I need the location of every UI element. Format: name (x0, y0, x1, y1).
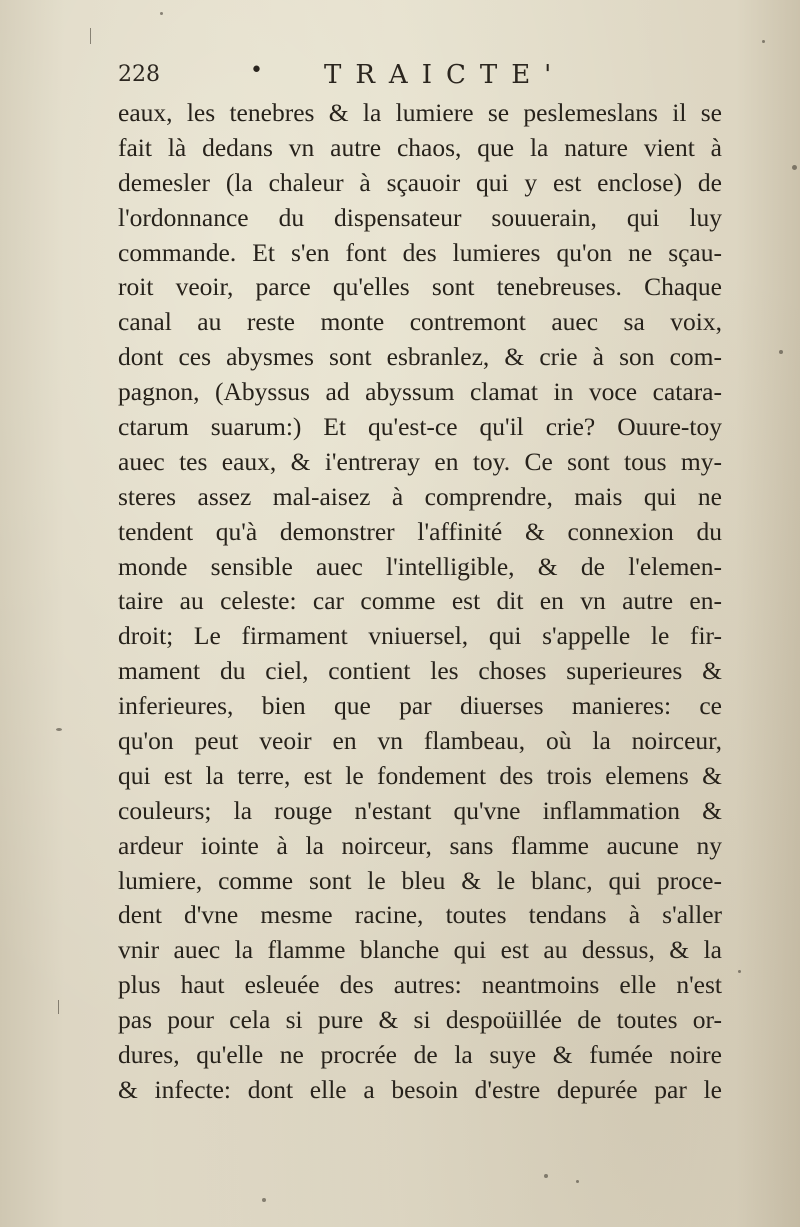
text-line: & infecte: dont elle a besoin d'estre depurée par le (118, 1074, 722, 1104)
ink-speck (262, 1198, 266, 1202)
ink-speck (56, 728, 62, 731)
text-line: couleurs; la rouge n'estant qu'vne inflammation & (118, 795, 722, 825)
text-line: demesler (la chaleur à sçauoir qui y est enclose) de (118, 167, 722, 197)
header-ornament: • (250, 58, 263, 83)
body-text (118, 96, 722, 1108)
running-title: TRAICTE' (324, 60, 566, 90)
text-line: dent d'vne mesme racine, toutes tendans à s'aller (118, 900, 722, 930)
text-line: ardeur iointe à la noirceur, sans flamme aucune ny (118, 830, 722, 860)
text-line: dures, qu'elle ne procrée de la suye & fumée noire (118, 1040, 722, 1070)
ink-speck (58, 1000, 59, 1014)
text-line: auec tes eaux, & i'entreray en toy. Ce sont tous my- (118, 446, 722, 476)
text-line: monde sensible auec l'intelligible, & de l'elemen- (118, 551, 722, 581)
ink-speck (762, 40, 765, 43)
text-line: lumiere, comme sont le bleu & le blanc, qui proce- (118, 865, 722, 895)
text-line: commande. Et s'en font des lumieres qu'on ne sçau- (118, 237, 722, 267)
text-line: qu'on peut veoir en vn flambeau, où la noirceur, (118, 726, 722, 756)
ink-speck (576, 1180, 579, 1183)
text-line: mament du ciel, contient les choses superieures & (118, 656, 722, 686)
ink-speck (792, 165, 797, 170)
text-line: steres assez mal-aisez à comprendre, mais qui ne (118, 481, 722, 511)
ink-speck (738, 970, 741, 973)
text-line: fait là dedans vn autre chaos, que la nature vient à (118, 132, 722, 162)
text-line: taire au celeste: car comme est dit en vn autre en- (118, 586, 722, 616)
text-line: ctarum suarum:) Et qu'est-ce qu'il crie? Ouure-toy (118, 412, 722, 442)
text-line: pas pour cela si pure & si despoüillée de toutes or- (118, 1005, 722, 1035)
text-line: vnir auec la flamme blanche qui est au dessus, & la (118, 935, 722, 965)
text-line: droit; Le firmament vniuersel, qui s'appelle le fir- (118, 621, 722, 651)
text-line: l'ordonnance du dispensateur souuerain, qui luy (118, 202, 722, 232)
text-line: pagnon, (Abyssus ad abyssum clamat in voce catara- (118, 377, 722, 407)
text-line: tendent qu'à demonstrer l'affinité & connexion du (118, 516, 722, 546)
ink-speck (90, 28, 91, 44)
text-line: canal au reste monte contremont auec sa voix, (118, 307, 722, 337)
page-header (118, 60, 718, 94)
text-line: eaux, les tenebres & la lumiere se peslemeslans il se (118, 98, 722, 127)
text-line: dont ces abysmes sont esbranlez, & crie à son com- (118, 342, 722, 372)
text-line: plus haut esleuée des autres: neantmoins elle n'est (118, 970, 722, 1000)
ink-speck (160, 12, 163, 15)
text-line: inferieures, bien que par diuerses manieres: ce (118, 691, 722, 721)
ink-speck (544, 1174, 548, 1178)
page-number: 228 (118, 62, 160, 87)
text-line: roit veoir, parce qu'elles sont tenebreuses. Chaque (118, 272, 722, 302)
ink-speck (779, 350, 783, 354)
text-line: qui est la terre, est le fondement des trois elemens & (118, 760, 722, 790)
